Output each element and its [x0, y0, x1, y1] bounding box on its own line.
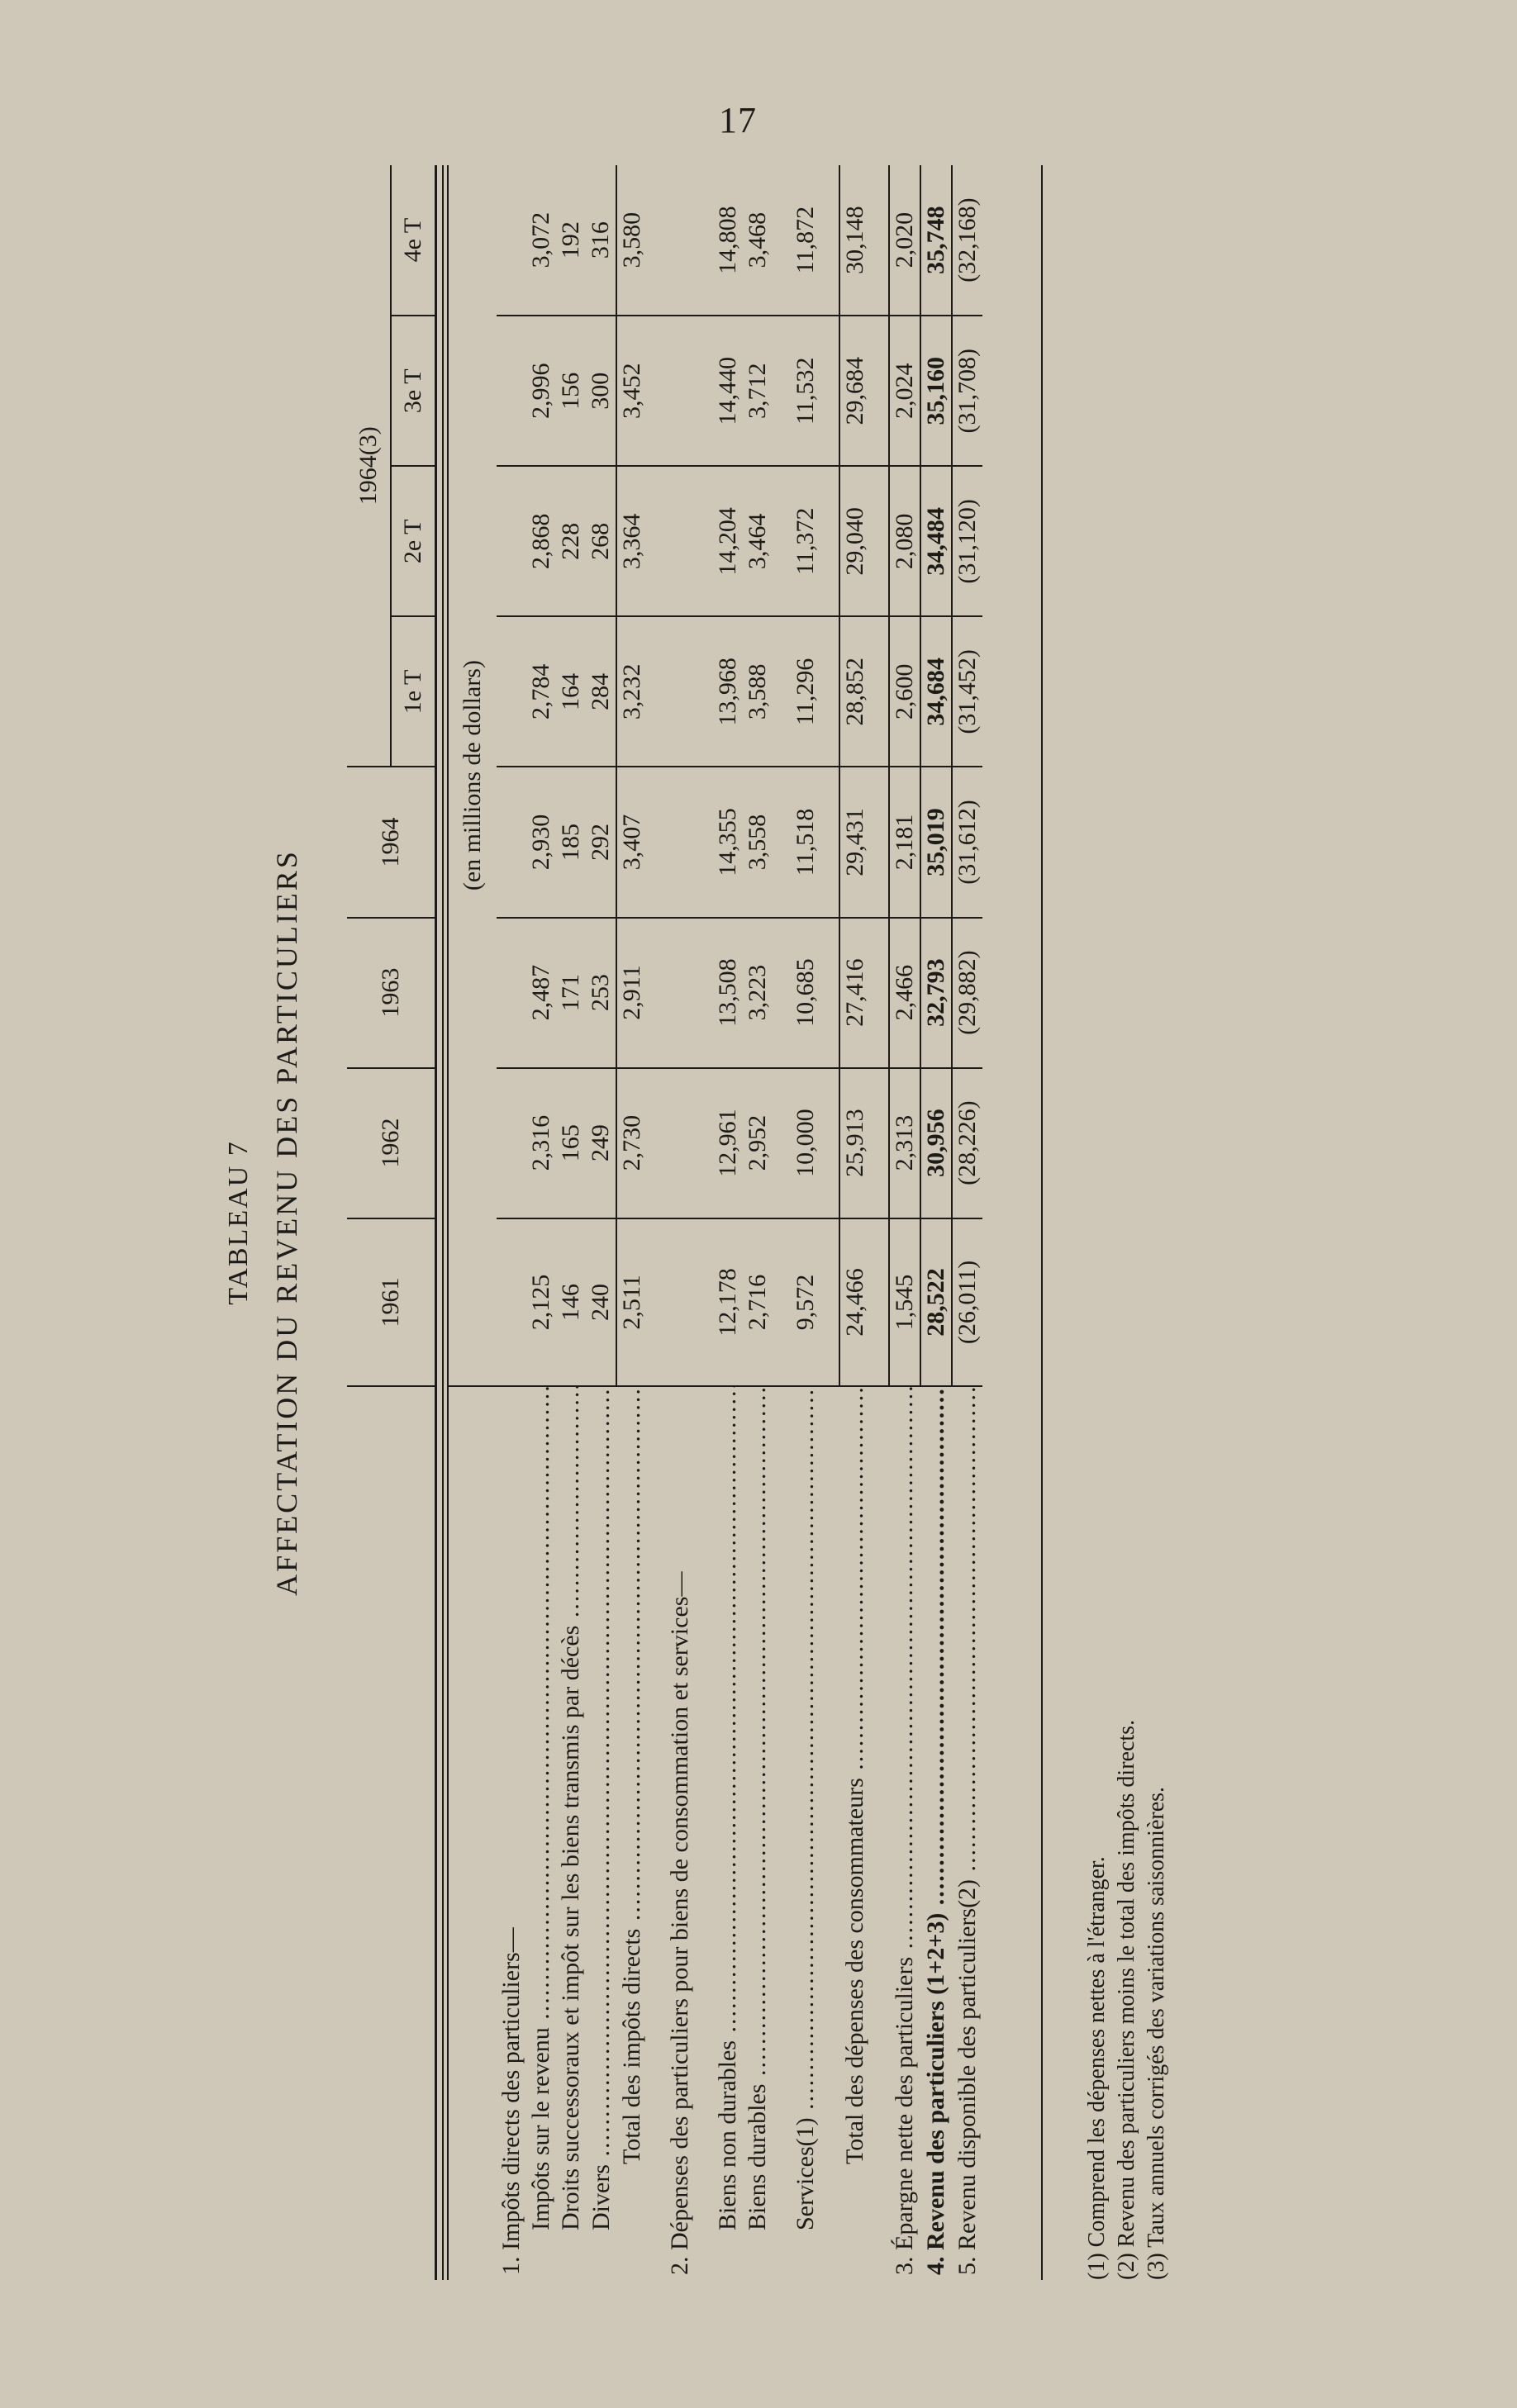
cell: 14,204 — [713, 466, 743, 616]
row-label: 4. Revenu des particuliers (1+2+3) ..... — [922, 1386, 949, 2275]
cell: 12,961 — [713, 1068, 743, 1218]
table-row — [839, 165, 870, 2280]
cell: 164 — [556, 616, 586, 767]
cell: 171 — [556, 918, 586, 1068]
cell: 3,468 — [743, 165, 773, 316]
cell: 14,355 — [713, 767, 743, 917]
cell: 10,000 — [791, 1068, 820, 1218]
cell: 268 — [586, 466, 616, 616]
row-label: Droits successoraux et impôt sur les biens transmis par décès ..... — [557, 1386, 584, 2230]
cell: 34,684 — [920, 616, 952, 767]
cell: 2,996 — [526, 316, 556, 466]
cell: 30,956 — [920, 1068, 952, 1218]
cell: 2,716 — [743, 1218, 773, 1387]
cell: 11,518 — [791, 767, 820, 917]
cell: 253 — [586, 918, 616, 1068]
cell: 32,793 — [920, 918, 952, 1068]
table-row — [743, 165, 773, 2280]
cell: 2,181 — [889, 767, 920, 917]
cell: 11,296 — [791, 616, 820, 767]
col-header-1962: 1962 — [347, 1068, 436, 1218]
cell: 3,232 — [616, 616, 647, 767]
cell: 2,316 — [526, 1068, 556, 1218]
cell: (29,882) — [952, 918, 982, 1068]
cell: 12,178 — [713, 1218, 743, 1387]
cell: 35,748 — [920, 165, 952, 316]
cell: 165 — [556, 1068, 586, 1218]
row-label: Total des dépenses des consommateurs ..... — [841, 1386, 868, 2164]
cell: 228 — [556, 466, 586, 616]
col-header-1964: 1964 — [347, 767, 436, 917]
col-header-quarter-group: 1964(3) — [347, 165, 391, 767]
cell: (31,612) — [952, 767, 982, 917]
cell: 3,588 — [743, 616, 773, 767]
cell: 2,911 — [616, 918, 647, 1068]
cell: 29,431 — [839, 767, 870, 917]
cell: 249 — [586, 1068, 616, 1218]
cell: 2,730 — [616, 1068, 647, 1218]
cell: (31,452) — [952, 616, 982, 767]
footnote-1: (1) Comprend les dépenses nettes à l'étranger. — [1084, 1856, 1110, 2280]
cell: 34,484 — [920, 466, 952, 616]
cell: 3,072 — [526, 165, 556, 316]
col-header-q1: 1e T — [391, 616, 436, 767]
cell: 292 — [586, 767, 616, 917]
cell: 3,558 — [743, 767, 773, 917]
cell: 27,416 — [839, 918, 870, 1068]
table-row — [586, 165, 616, 2280]
row-label: Services(1) ..... — [792, 1386, 819, 2230]
row-label: 2. Dépenses des particuliers pour biens de consommation et services— — [666, 1571, 693, 2275]
row-label: Impôts sur le revenu ..... — [527, 1386, 554, 2230]
cell: 11,372 — [791, 466, 820, 616]
cell: 185 — [556, 767, 586, 917]
row-label: Total des impôts directs ..... — [618, 1386, 645, 2164]
cell: 316 — [586, 165, 616, 316]
cell: 284 — [586, 616, 616, 767]
col-header-q4: 4e T — [391, 165, 436, 316]
cell: (31,120) — [952, 466, 982, 616]
cell: 11,872 — [791, 165, 820, 316]
cell: 9,572 — [791, 1218, 820, 1387]
table-row — [889, 165, 920, 2280]
table-row — [791, 165, 820, 2280]
table-row — [952, 165, 982, 2280]
table-row — [920, 165, 952, 2280]
cell: 14,808 — [713, 165, 743, 316]
cell: (26,011) — [952, 1218, 982, 1387]
cell: 1,545 — [889, 1218, 920, 1387]
bottom-rule — [1041, 165, 1043, 2280]
col-header-1963: 1963 — [347, 918, 436, 1068]
data-table — [347, 165, 982, 2280]
units-label: (en millions de dollars) — [459, 660, 486, 891]
cell: 29,684 — [839, 316, 870, 466]
footnote-2: (2) Revenu des particuliers moins le total des impôts directs. — [1114, 1719, 1139, 2280]
cell: 3,223 — [743, 918, 773, 1068]
cell: 2,487 — [526, 918, 556, 1068]
table-row — [665, 165, 695, 2280]
header-blank — [347, 1386, 436, 2280]
page-number: 17 — [719, 100, 757, 140]
cell: 2,466 — [889, 918, 920, 1068]
table-row — [556, 165, 586, 2280]
col-header-q3: 3e T — [391, 316, 436, 466]
table-row — [497, 165, 526, 2280]
row-label: 5. Revenu disponible des particuliers(2) ..... — [953, 1386, 981, 2275]
cell: 2,313 — [889, 1068, 920, 1218]
table-label: TABLEAU 7 — [223, 1140, 254, 1305]
cell: 2,784 — [526, 616, 556, 767]
cell: (28,226) — [952, 1068, 982, 1218]
cell: 10,685 — [791, 918, 820, 1068]
cell: 14,440 — [713, 316, 743, 466]
table-row — [616, 165, 647, 2280]
cell: 300 — [586, 316, 616, 466]
col-header-q2: 2e T — [391, 466, 436, 616]
table-title: AFFECTATION DU REVENU DES PARTICULIERS — [270, 849, 303, 1596]
row-label: 1. Impôts directs des particuliers— — [497, 1927, 525, 2275]
row-label: Divers ..... — [587, 1386, 615, 2230]
cell: 28,522 — [920, 1218, 952, 1387]
cell: 156 — [556, 316, 586, 466]
row-label: 3. Épargne nette des particuliers ..... — [891, 1386, 918, 2275]
footnote-3: (3) Taux annuels corrigés des variations saisonnières. — [1144, 1786, 1169, 2280]
cell: 2,930 — [526, 767, 556, 917]
row-label: Biens non durables ..... — [714, 1386, 741, 2230]
cell: 2,868 — [526, 466, 556, 616]
footnotes — [1082, 1720, 1172, 2280]
cell: 2,024 — [889, 316, 920, 466]
cell: 3,364 — [616, 466, 647, 616]
cell: 146 — [556, 1218, 586, 1387]
cell: 3,452 — [616, 316, 647, 466]
rotated-page-content — [223, 165, 1198, 2280]
cell: 25,913 — [839, 1068, 870, 1218]
cell: 35,019 — [920, 767, 952, 917]
cell: 24,466 — [839, 1218, 870, 1387]
cell: 13,968 — [713, 616, 743, 767]
cell: 2,125 — [526, 1218, 556, 1387]
table-row — [713, 165, 743, 2280]
cell: 2,020 — [889, 165, 920, 316]
cell: 2,080 — [889, 466, 920, 616]
cell: (32,168) — [952, 165, 982, 316]
cell: 13,508 — [713, 918, 743, 1068]
cell: 28,852 — [839, 616, 870, 767]
cell: 35,160 — [920, 316, 952, 466]
col-header-1961: 1961 — [347, 1218, 436, 1387]
cell: 30,148 — [839, 165, 870, 316]
cell: (31,708) — [952, 316, 982, 466]
row-label: Biens durables ..... — [744, 1386, 771, 2230]
cell: 2,600 — [889, 616, 920, 767]
cell: 192 — [556, 165, 586, 316]
cell: 3,407 — [616, 767, 647, 917]
cell: 3,464 — [743, 466, 773, 616]
cell: 29,040 — [839, 466, 870, 616]
cell: 3,712 — [743, 316, 773, 466]
cell: 240 — [586, 1218, 616, 1387]
cell: 11,532 — [791, 316, 820, 466]
cell: 2,952 — [743, 1068, 773, 1218]
cell: 3,580 — [616, 165, 647, 316]
table-row — [526, 165, 556, 2280]
cell: 2,511 — [616, 1218, 647, 1387]
